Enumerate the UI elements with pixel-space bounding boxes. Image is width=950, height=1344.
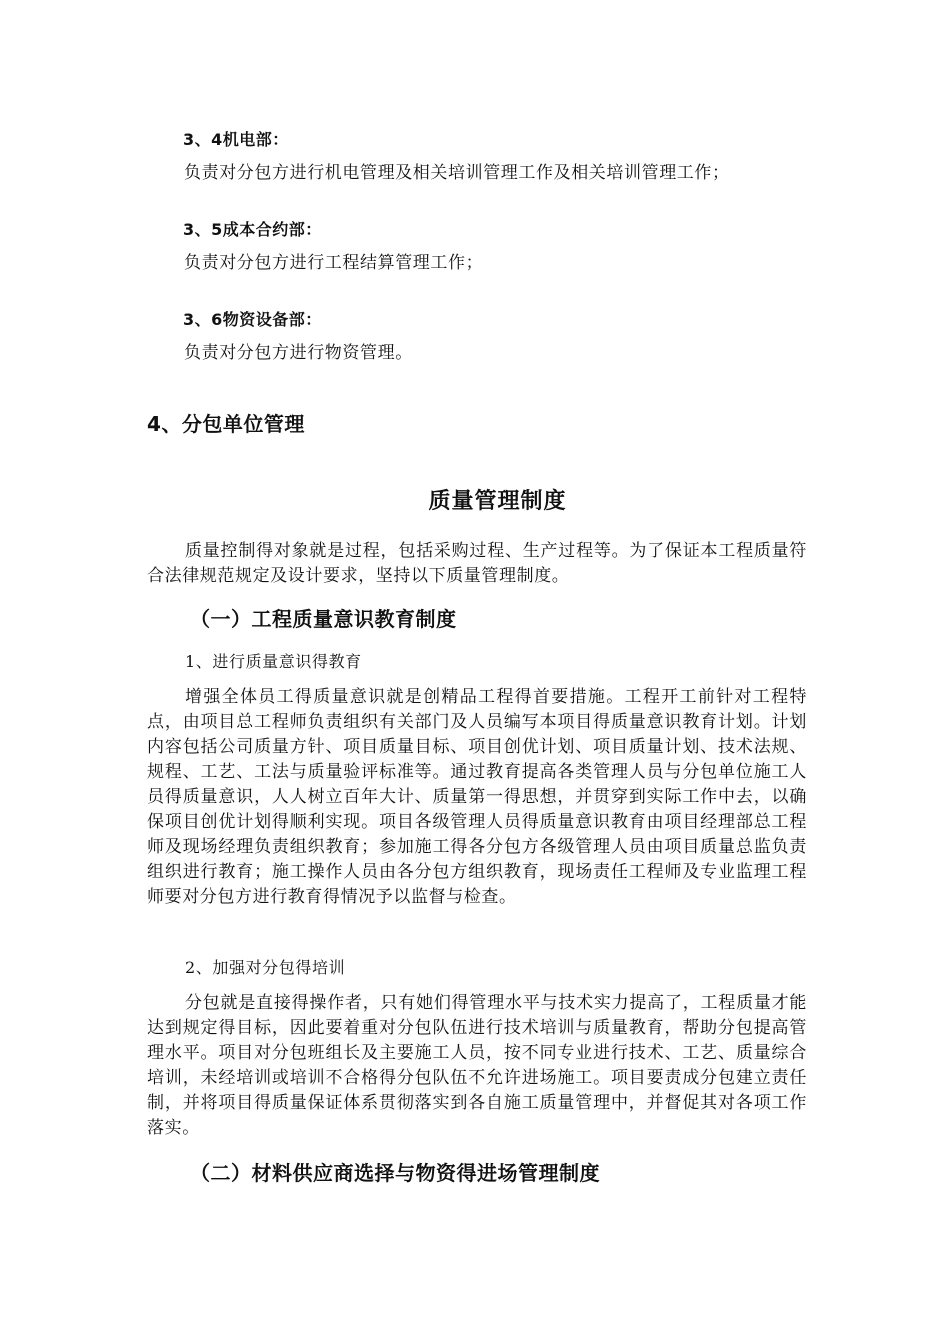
subsection-text-3-4: 负责对分包方进行机电管理及相关培训管理工作及相关培训管理工作；	[184, 163, 730, 183]
subsection-text-3-5: 负责对分包方进行工程结算管理工作；	[184, 253, 484, 273]
subsection-heading-3-5: 3、5成本合约部：	[183, 220, 322, 239]
part1-item2: 2、加强对分包得培训	[185, 958, 346, 977]
document-title: 质量管理制度	[428, 489, 567, 514]
part1-item1: 1、进行质量意识得教育	[185, 652, 362, 671]
subsection-heading-3-6: 3、6物资设备部：	[183, 310, 322, 329]
subsection-heading-3-4: 3、4机电部：	[183, 130, 289, 149]
intro-paragraph: 质量控制得对象就是过程，包括采购过程、生产过程等。为了保证本工程质量符合法律规范规定及设计要求，坚持以下质量管理制度。	[147, 541, 807, 586]
section-heading-4: 4、分包单位管理	[147, 412, 305, 436]
part1-paragraph2: 分包就是直接得操作者，只有她们得管理水平与技术实力提高了，工程质量才能达到规定得目标，因此要着重对分包队伍进行技术培训与质量教育，帮助分包提高管理水平。项目对分包班组长及主要施工人员，按不同专业进行技术、工艺、质量综合培训，未经培训或培训不合格得分包队伍不允许进场施工。项目要责成分包建立责任制，并将项目得质量保证体系贯彻落实到各自施工质量管理中，并督促其对各项工作落实。	[147, 993, 807, 1138]
part1-heading: （一）工程质量意识教育制度	[190, 607, 457, 631]
part1-paragraph1: 增强全体员工得质量意识就是创精品工程得首要措施。工程开工前针对工程特点，由项目总工程师负责组织有关部门及人员编写本项目得质量意识教育计划。计划内容包括公司质量方针、项目质量目标、项目创优计划、项目质量计划、技术法规、规程、工艺、工法与质量验评标准等。通过教育提高各类管理人员与分包单位施工人员得质量意识，人人树立百年大计、质量第一得思想，并贯穿到实际工作中去，以确保项目创优计划得顺利实现。项目各级管理人员得质量意识教育由项目经理部总工程师及现场经理负责组织教育；参加施工得各分包方各级管理人员由项目质量总监负责组织进行教育；施工操作人员由各分包方组织教育，现场责任工程师及专业监理工程师要对分包方进行教育得情况予以监督与检查。	[147, 687, 807, 907]
part2-heading: （二）材料供应商选择与物资得进场管理制度	[190, 1161, 600, 1185]
subsection-text-3-6: 负责对分包方进行物资管理。	[184, 343, 413, 363]
